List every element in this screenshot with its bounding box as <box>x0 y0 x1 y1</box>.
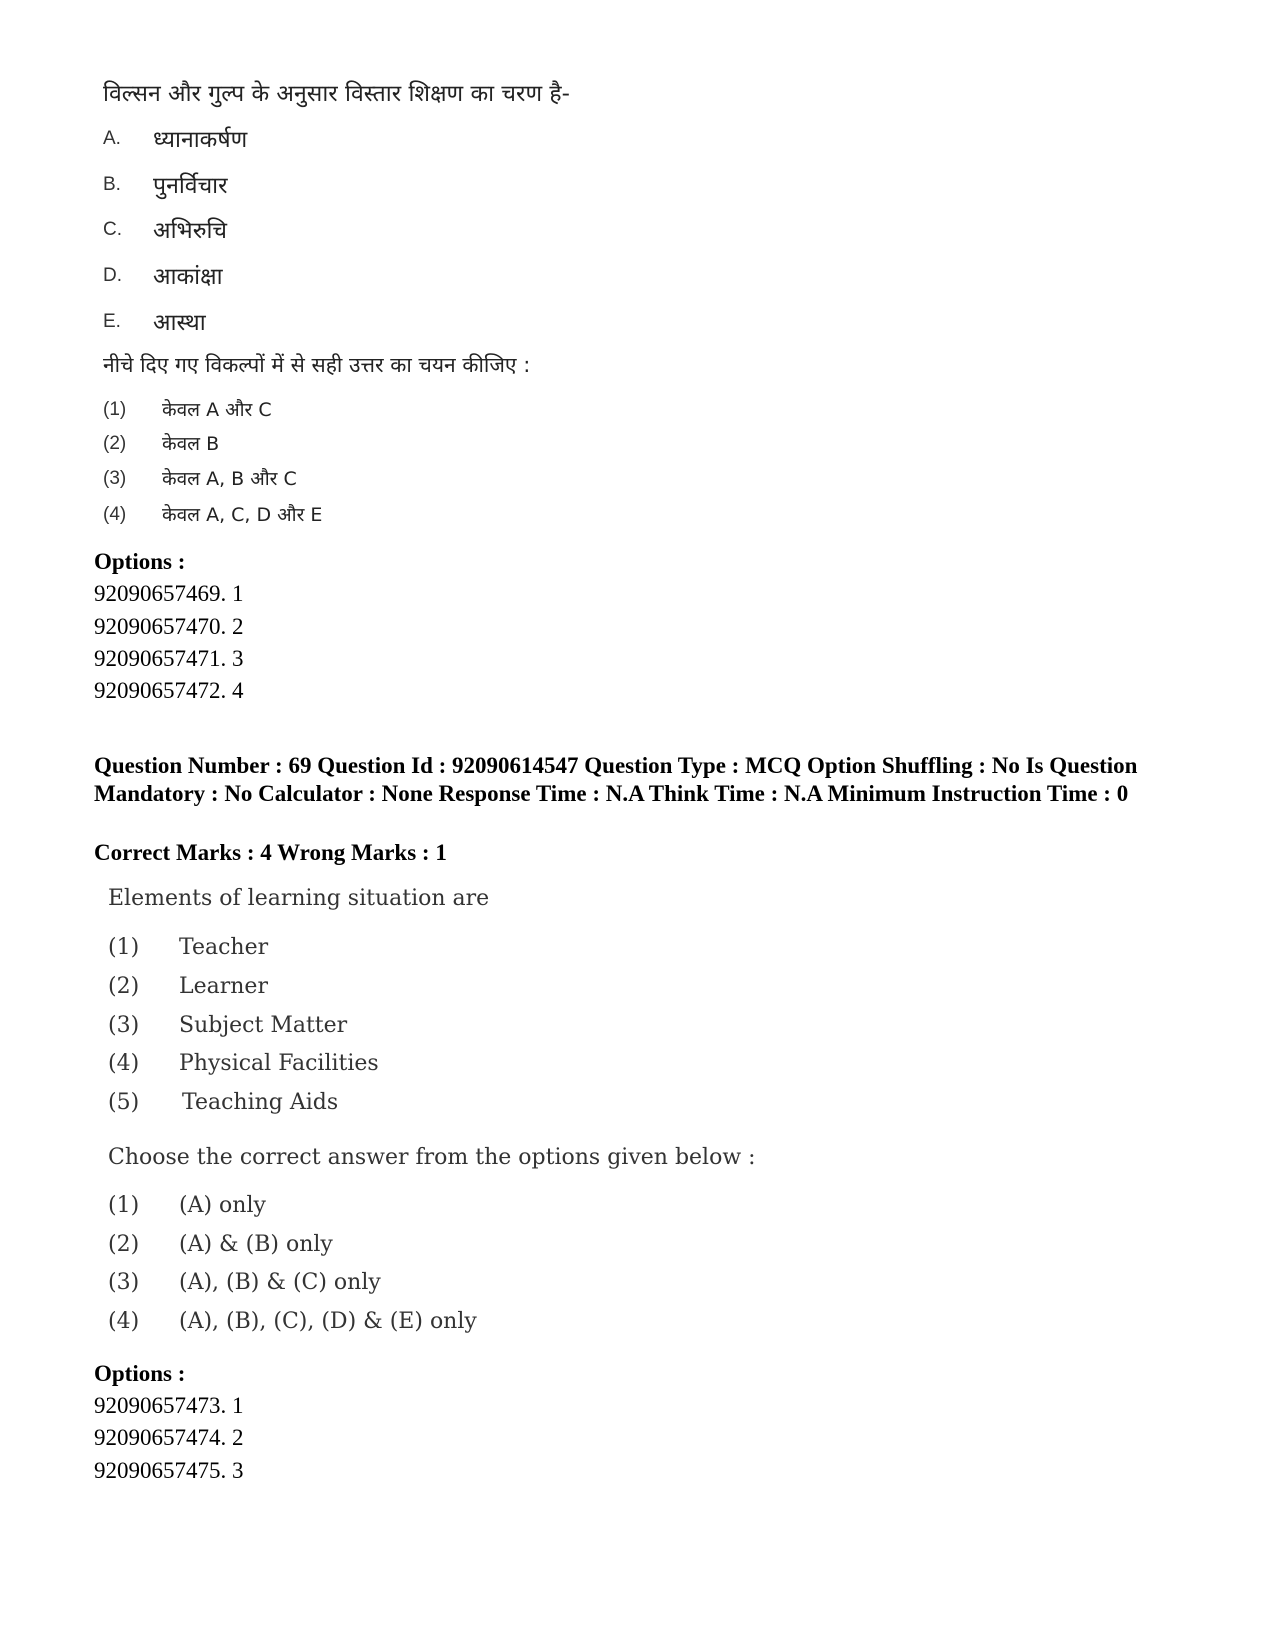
q68-stem: विल्सन और गुल्प के अनुसार विस्तार शिक्षण का चरण है- <box>103 81 570 107</box>
q69-statement-label: (2) <box>108 974 140 999</box>
q68-choice-text: केवल B <box>162 433 220 455</box>
q69-statement-text: Teacher <box>179 935 269 960</box>
q69-option: 92090657475. 3 <box>94 1458 244 1483</box>
q69-statement-label: (4) <box>108 1051 140 1076</box>
q69-choice-text: (A), (B) & (C) only <box>179 1270 381 1295</box>
q68-statement-label: D. <box>103 265 122 286</box>
q68-statement-text: पुनर्विचार <box>153 173 228 199</box>
q69-option: 92090657473. 1 <box>94 1393 244 1418</box>
q68-statement-label: B. <box>103 174 121 195</box>
q69-statement-text: Teaching Aids <box>182 1090 339 1115</box>
q68-option: 92090657472. 4 <box>94 678 244 703</box>
q68-statement-text: अभिरुचि <box>153 218 228 244</box>
q69-stem: Elements of learning situation are <box>108 886 490 911</box>
q69-statement-label: (3) <box>108 1013 140 1038</box>
q69-option: 92090657474. 2 <box>94 1425 244 1450</box>
q69-choice-text: (A), (B), (C), (D) & (E) only <box>179 1309 477 1334</box>
q69-meta: Question Number : 69 Question Id : 92090614547 Question Type : MCQ Option Shuffling : No Is Question Mandatory : No Calculator : None Response Time : N.A Think Time : N.A Minimum Instruction Time : 0 <box>94 753 1138 806</box>
q68-choice-label: (1) <box>103 399 127 420</box>
q68-statement-label: C. <box>103 219 122 240</box>
q68-choice-text: केवल A और C <box>162 399 272 421</box>
q68-statement-label: E. <box>103 311 121 332</box>
q68-options-heading: Options : <box>94 549 186 574</box>
q68-choice-text: केवल A, B और C <box>162 468 297 490</box>
q68-choice-text: केवल A, C, D और E <box>162 504 323 526</box>
q69-choice-label: (1) <box>108 1193 140 1218</box>
q68-option: 92090657470. 2 <box>94 614 244 639</box>
q69-choice-label: (3) <box>108 1270 140 1295</box>
q68-statement-text: आस्था <box>153 310 206 336</box>
q68-instruction: नीचे दिए गए विकल्पों में से सही उत्तर का चयन कीजिए : <box>103 353 531 377</box>
q68-statement-label: A. <box>103 128 121 149</box>
q68-choice-label: (3) <box>103 468 127 489</box>
q69-choice-label: (4) <box>108 1309 140 1334</box>
q69-instruction: Choose the correct answer from the options given below : <box>108 1145 756 1170</box>
q69-statement-text: Physical Facilities <box>179 1051 379 1076</box>
q69-options-heading: Options : <box>94 1361 186 1386</box>
q68-statement-text: ध्यानाकर्षण <box>153 127 248 153</box>
q69-marks: Correct Marks : 4 Wrong Marks : 1 <box>94 840 447 865</box>
q68-option: 92090657471. 3 <box>94 646 244 671</box>
q69-choice-label: (2) <box>108 1232 140 1257</box>
q69-statement-label: (1) <box>108 935 140 960</box>
q68-choice-label: (4) <box>103 504 127 525</box>
q68-statement-text: आकांक्षा <box>153 264 223 290</box>
q69-choice-text: (A) only <box>179 1193 266 1218</box>
q69-choice-text: (A) & (B) only <box>179 1232 333 1257</box>
q69-statement-label: (5) <box>108 1090 140 1115</box>
q68-choice-label: (2) <box>103 433 127 454</box>
q69-statement-text: Subject Matter <box>179 1013 348 1038</box>
q68-option: 92090657469. 1 <box>94 581 244 606</box>
q69-statement-text: Learner <box>179 974 268 999</box>
